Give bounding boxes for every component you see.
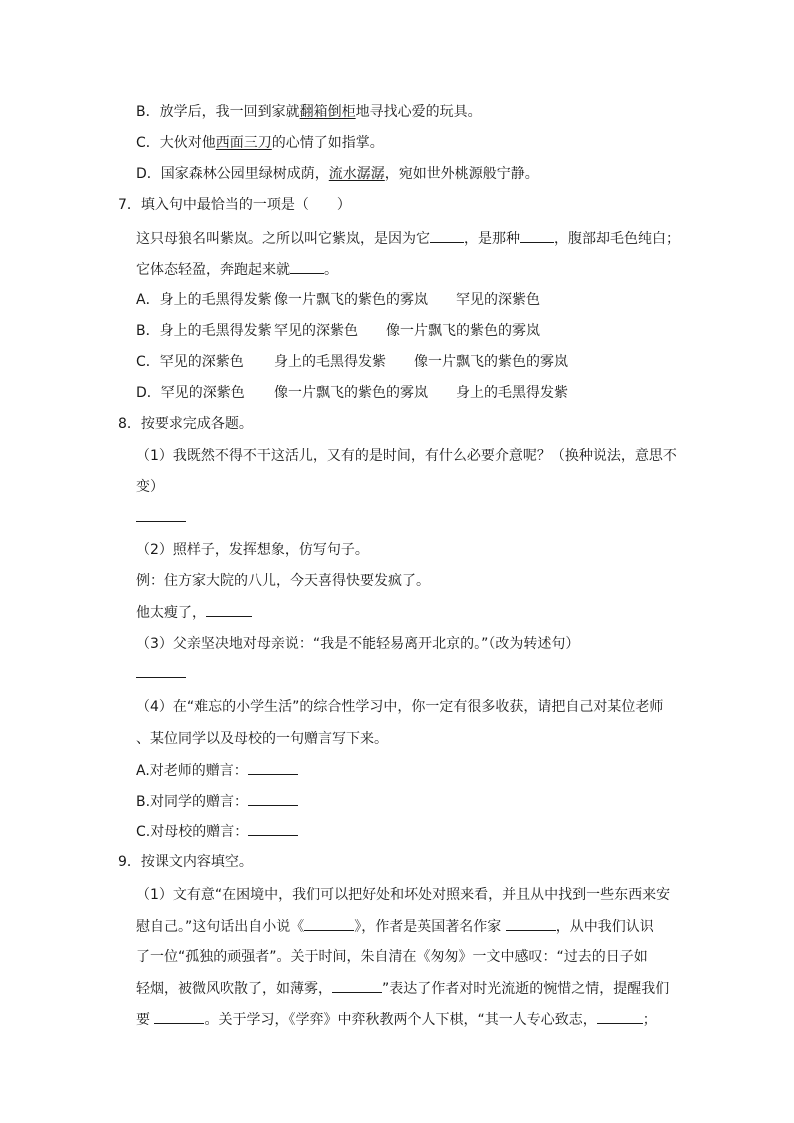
text: ”表达了作者对时光流逝的惋惜之情，提醒我们 (382, 981, 670, 997)
text: 轻烟，被微风吹散了，如薄雾， (136, 981, 332, 997)
option-part: 罕见的深紫色 (274, 323, 358, 339)
answer-blank[interactable] (248, 761, 298, 775)
answer-blank[interactable] (332, 979, 382, 993)
q7-passage-line1 (136, 229, 680, 248)
answer-blank[interactable] (136, 664, 186, 678)
q8-part4-line1: （4）在“难忘的小学生活”的综合性学习中，你一定有很多收获，请把自己对某位老师 (136, 699, 664, 715)
option-part: 像一片飘飞的紫色的雾岚 (274, 385, 428, 401)
text: ，宛如世外桃源般宁静。 (384, 166, 539, 182)
q8-stem: 8．按要求完成各题。 (118, 416, 253, 432)
answer-blank[interactable] (290, 260, 324, 274)
q9-line2 (136, 917, 654, 936)
option-part: 像一片飘飞的紫色的雾岚 (274, 292, 428, 308)
q7-option-d[interactable] (136, 384, 568, 402)
answer-blank[interactable] (248, 822, 298, 836)
text: 要 (136, 1012, 155, 1028)
option-part: 罕见的深紫色 (456, 292, 540, 308)
text: 他太瘦了， (136, 605, 206, 621)
q8-part2-example: 例：住方家大院的八儿，今天喜得快要发疯了。 (136, 573, 430, 589)
option-part: C．罕见的深紫色 (136, 354, 244, 370)
q8-part3-answer (136, 664, 186, 683)
answer-blank[interactable] (304, 917, 354, 931)
option-part: A．身上的毛黑得发紫 (136, 292, 272, 308)
answer-blank[interactable] (597, 1010, 643, 1024)
text: C．大伙对他 (136, 135, 216, 151)
text: D．国家森林公园里绿树成荫， (136, 166, 329, 182)
q7-passage-line2 (136, 260, 338, 279)
q8-part1-line2: 变） (136, 479, 164, 495)
q9-stem: 9．按课文内容填空。 (118, 854, 253, 870)
underlined-idiom: 流水潺潺 (328, 166, 385, 182)
text: 的心情了如指掌。 (271, 135, 384, 151)
answer-blank[interactable] (154, 1010, 204, 1024)
answer-blank[interactable] (430, 229, 464, 243)
q8-part3-line1: （3）父亲坚决地对母亲说：“我是不能轻易离开北京的。”（改为转述句） (136, 636, 580, 652)
option-part: B．身上的毛黑得发紫 (136, 323, 272, 339)
answer-blank[interactable] (136, 508, 186, 522)
q8-part4-classmate (136, 792, 298, 811)
text: ，是那种 (464, 231, 520, 247)
q7-option-b[interactable] (136, 322, 540, 340)
text: B.对同学的赠言： (136, 794, 249, 810)
underlined-idiom: 翻箱倒柜 (299, 104, 356, 120)
text: A.对老师的赠言： (136, 763, 248, 779)
option-part: 像一片飘飞的紫色的雾岚 (414, 354, 568, 370)
text: 》，作者是英国著名作家 (354, 919, 506, 935)
q9-line1: （1）文有意“在困境中，我们可以把好处和坏处对照来看，并且从中找到一些东西来安 (136, 887, 671, 903)
answer-blank[interactable] (506, 917, 556, 931)
answer-blank[interactable] (520, 229, 554, 243)
text: ，从中我们认识 (555, 919, 654, 935)
option-part: 身上的毛黑得发紫 (456, 385, 568, 401)
text: ，腹部却毛色纯白； (554, 231, 680, 247)
option-part: D．罕见的深紫色 (136, 385, 245, 401)
q8-part4-school (136, 822, 298, 841)
text: 慰自己。”这句话出自小说《 (136, 919, 305, 935)
text: C.对母校的赠言： (136, 824, 249, 840)
q8-part4-teacher (136, 761, 298, 780)
answer-blank[interactable] (248, 792, 298, 806)
underlined-idiom: 西面三刀 (215, 135, 272, 151)
q6-option-c (136, 134, 384, 152)
text: 这只母狼名叫紫岚。之所以叫它紫岚，是因为它 (136, 231, 430, 247)
q9-line4 (136, 979, 669, 998)
q6-option-d (136, 165, 539, 183)
text: ； (642, 1012, 657, 1028)
q8-part1-line1: （1）我既然不得不干这活儿，又有的是时间，有什么必要介意呢？（换种说法，意思不 (136, 448, 677, 464)
text: 它体态轻盈，奔跑起来就 (136, 262, 290, 278)
q7-stem: 7．填入句中最恰当的一项是（ ） (118, 197, 351, 213)
q8-part2-line1: （2）照样子，发挥想象，仿写句子。 (136, 542, 369, 558)
answer-blank[interactable] (206, 603, 252, 617)
q9-line5 (136, 1010, 657, 1029)
q7-option-a[interactable] (136, 291, 540, 309)
option-part: 身上的毛黑得发紫 (274, 354, 386, 370)
q8-part1-answer (136, 508, 186, 527)
text: 。 (324, 262, 338, 278)
text: 地寻找心爱的玩具。 (355, 104, 482, 120)
q6-option-b (136, 103, 482, 121)
text: 。关于学习，《学弈》中弈秋教两个人下棋，“其一人专心致志， (204, 1012, 597, 1028)
q7-option-c[interactable] (136, 353, 568, 371)
text: B．放学后，我一回到家就 (136, 104, 300, 120)
q8-part2-prompt (136, 603, 252, 622)
q9-line3: 了一位“孤独的顽强者”。关于时间，朱自清在《匆匆》一文中感叹：“过去的日子如 (136, 949, 648, 965)
q8-part4-line2: 、某位同学以及母校的一句赠言写下来。 (136, 731, 388, 747)
option-part: 像一片飘飞的紫色的雾岚 (386, 323, 540, 339)
